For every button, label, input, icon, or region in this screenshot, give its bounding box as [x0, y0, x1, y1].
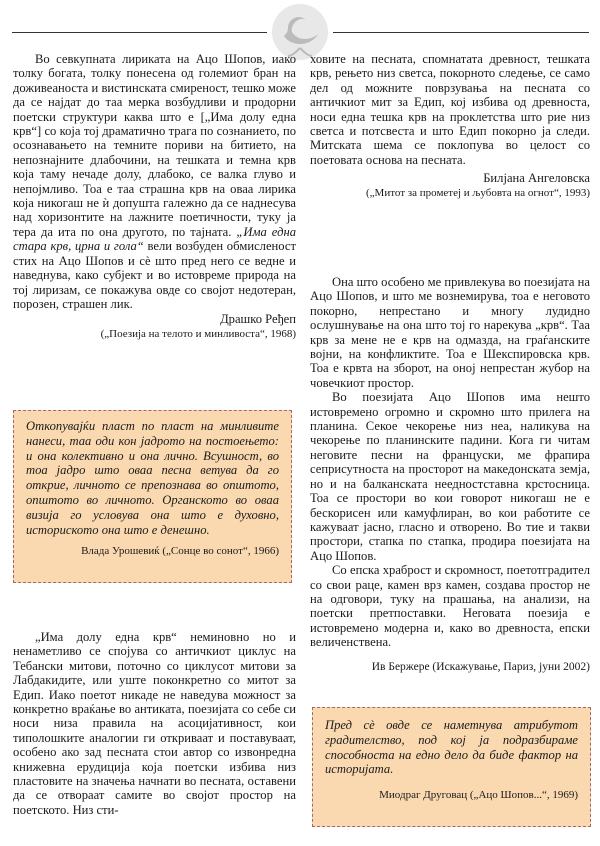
quote-source: Влада Урошевиќ („Сонце во сонот“, 1966) — [81, 545, 279, 558]
quote-text: Пред сè овде се наметнува атрибутот градителство, под кој ја подразбираме способноста на едно дело да биде фактор на историјата. — [325, 718, 578, 777]
citation-source: („Поезија на телото и минливоста“, 1968) — [100, 327, 296, 340]
paragraph: Со епска храброст и скромност, поетотградител со свои раце, камен врз камен, создава простор не на одговори, туку на прашања, на анализи, на поетски претпоставки. Неговата поезија е истовремено модерна и, како во древноста, епски величенствена. — [310, 563, 590, 650]
author-signature: Билјана Ангеловска — [483, 171, 590, 186]
paragraph: ховите на песната, спомнатата древност, тешката крв, рењето низ светса, покорното следење, се само дел од можните поврзувања на песната со античкиот мит за Едип, кој избива од древноста, носи една тешка крв на проклетства што рие низ светса и потсвеста и што Едип покорно ја следи. Митската шема се поклопува во целост со поетовата основа на песната. — [310, 52, 590, 167]
author-signature: Драшко Ређеп — [220, 312, 296, 327]
paragraph: Во поезијата Ацо Шопов има нешто истовремено огромно и скромно што прилега на планина. Секое чекорење низ неа, наликува на чекорење по планинските падини. Кога ги читам неговите песни на француски, ме фрапира сеприсутноста на просторот на македонската земја, но и на балканската неедностставна крстосница. Тоа се простори во кои говорот никогаш не е бескорисен или камуфлиран, во кои работите се кажуваат јасно, гласно и отворено. Во тие и такви простори, стапка по стапка, продира поезијата на Ацо Шопов. — [310, 390, 590, 563]
paragraph — [13, 52, 296, 311]
paragraph: „Има долу една крв“ неминовно но и ненаметливо се спојува со античкиот циклус на Тебански митови, поточно со циклусот митови за Лабдакидите, или уште поконкретно со митот за Едип. Иако поетот никаде не наведува можност за конкретно враќање во антиката, поезијата со себе си носи низа правила на асоцијативност, кои типолошките аналогии ги откриваат и поставуваат, особено ако зад песната стои автор со извонредна книжевна ерудиција која поетски избива низ пластовите на значења начнати во песната, оставени да се отвораат самите во својот простор на поетското. Низ сти- — [13, 630, 296, 817]
right-column — [310, 52, 590, 200]
header-rule-left — [12, 32, 267, 33]
quote-italic: „Има една стара крв, црна и гола“ — [13, 224, 296, 254]
right-column-middle — [310, 275, 590, 674]
paragraph-text: Во севкупната лириката на Ацо Шопов, иако толку богата, толку понесена од големиот бран на доживеаноста и вистинската смиреност, тешко може да се најдат до таа мерка возбудливи и продорни поетски структури каква што е [„Има долу една крв“] со која тој драматично трага по сознанието, по осознавањето на темните пориви на битието, на непознајните длабочини, на тешката и темна крв која таму нечаде долу, длабоко, се валка глуво и непојмливо. Тоа е таа страшна крв на оваа лирика која никогаш не ѝ допушта галежно да се наднесува над хоризонтите на лажните поетичности, туку ја тера да ита по она другото, по тајната. — [13, 52, 296, 239]
paragraph-text: вели возбуден обмисленост стих на Ацо Шопов и сè што пред него се ведне и наведнува, како субјект и во истовреме природа на тој лиризам, се покажува овде со својот недотеран, порозен, страшен лик. — [13, 239, 296, 311]
quote-source: Миодраг Друговац („Ацо Шопов...“, 1969) — [379, 789, 578, 802]
header-rule-right — [333, 32, 589, 33]
citation-source: („Митот за прометеј и љубовта на огнот“, 1993) — [366, 186, 590, 199]
quote-text: Откопувајќи пласт по пласт на минливите нанеси, таа оди кон јадрото на постоењето: и она колективно и она лично. Всушност, во тоа јадро што оваа песна ветува да го открие, личното се препознава во општото, општото во личното. Органското во оваа визија го условува она што е духовно, историското она што е денешно. — [26, 419, 279, 537]
quote-box — [13, 410, 292, 583]
quote-box — [312, 707, 591, 827]
paragraph: Она што особено ме привлекува во поезијата на Ацо Шопов, и што ме вознемирува, тоа е неговото покорно, непрестано и многу лудидно ослушнување на она што тој го нарекува „крв“. Таа крв за мене не е крв на одмазда, на граѓанските војни, на конфликтите. Тоа е Шекспировска крв. Тоа е крвта на зборот, на оној непрестан жубор на човечкиот простор. — [310, 275, 590, 390]
left-column — [13, 52, 296, 341]
left-column-lower — [13, 630, 296, 817]
citation-source: Ив Бержере (Искажување, Париз, јуни 2002) — [371, 660, 590, 673]
